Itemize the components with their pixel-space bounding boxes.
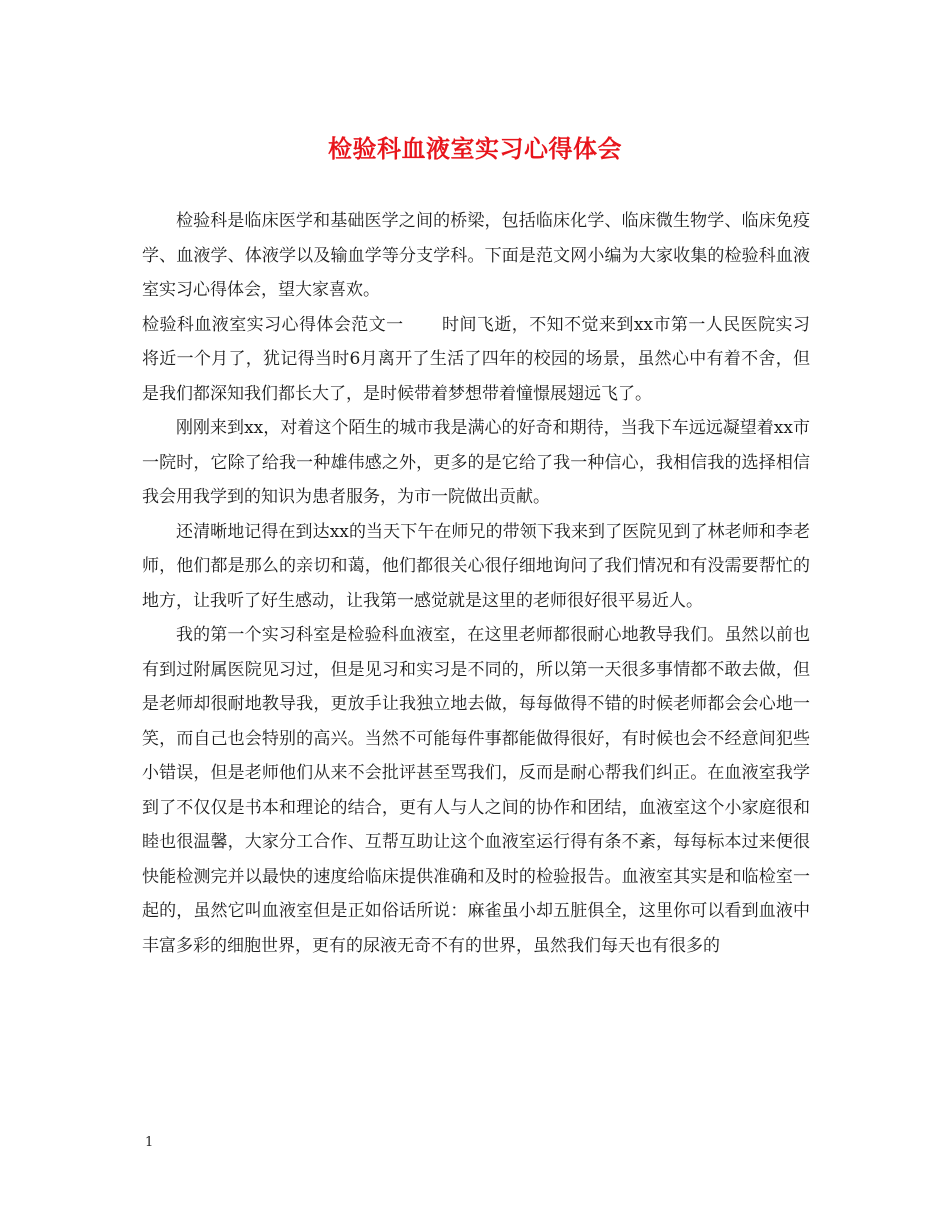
paragraph-4: 我的第一个实习科室是检验科血液室，在这里老师都很耐心地教导我们。虽然以前也有到过附属医院见习过，但是见习和实习是不同的，所以第一天很多事情都不敢去做，但是老师却很耐地教导我，更放手让我独立地去做，每每做得不错的时候老师都会会心地一笑，而自己也会特别的高兴。当然不可能每件事都能做得很好，有时候也会不经意间犯些小错误，但是老师他们从来不会批评甚至骂我们，反而是耐心帮我们纠正。在血液室我学到了不仅仅是书本和理论的结合，更有人与人之间的协作和团结，血液室这个小家庭很和睦也很温馨，大家分工合作、互帮互助让这个血液室运行得有条不紊，每每标本过来便很快能检测完并以最快的速度给临床提供准确和及时的检验报告。血液室其实是和临检室一起的，虽然它叫血液室但是正如俗话所说：麻雀虽小却五脏俱全，这里你可以看到血液中丰富多彩的细胞世界，更有的尿液无奇不有的世界，虽然我们每天也有很多的 (142, 625, 810, 956)
paragraph-2: 刚刚来到xx，对着这个陌生的城市我是满心的好奇和期待，当我下车远远凝望着xx市一院时，它除了给我一种雄伟感之外，更多的是它给了我一种信心，我相信我的选择相信我会用我学到的知识为患者服务，为市一院做出贡献。 (142, 418, 810, 507)
paragraph-1: 时间飞逝，不知不觉来到xx市第一人民医院实习将近一个月了，犹记得当时6月离开了生活了四年的校园的场景，虽然心中有着不舍，但是我们都深知我们都长大了，是时候带着梦想带着憧憬展翅远飞了。 (142, 314, 810, 404)
sample-paragraph (142, 308, 810, 412)
page-number: 1 (145, 1135, 154, 1150)
document-title: 检验科血液室实习心得体会 (328, 134, 622, 163)
document-body (142, 204, 810, 963)
intro-paragraph: 检验科是临床医学和基础医学之间的桥梁，包括临床化学、临床微生物学、临床免疫学、血液学、体液学以及输血学等分支学科。下面是范文网小编为大家收集的检验科血液室实习心得体会，望大家喜欢。 (142, 211, 810, 300)
paragraph-3: 还清晰地记得在到达xx的当天下午在师兄的带领下我来到了医院见到了林老师和李老师，他们都是那么的亲切和蔼，他们都很关心很仔细地询问了我们情况和有没需要帮忙的地方，让我听了好生感动，让我第一感觉就是这里的老师很好很平易近人。 (142, 521, 810, 611)
sample-heading: 检验科血液室实习心得体会范文一 (142, 314, 404, 335)
